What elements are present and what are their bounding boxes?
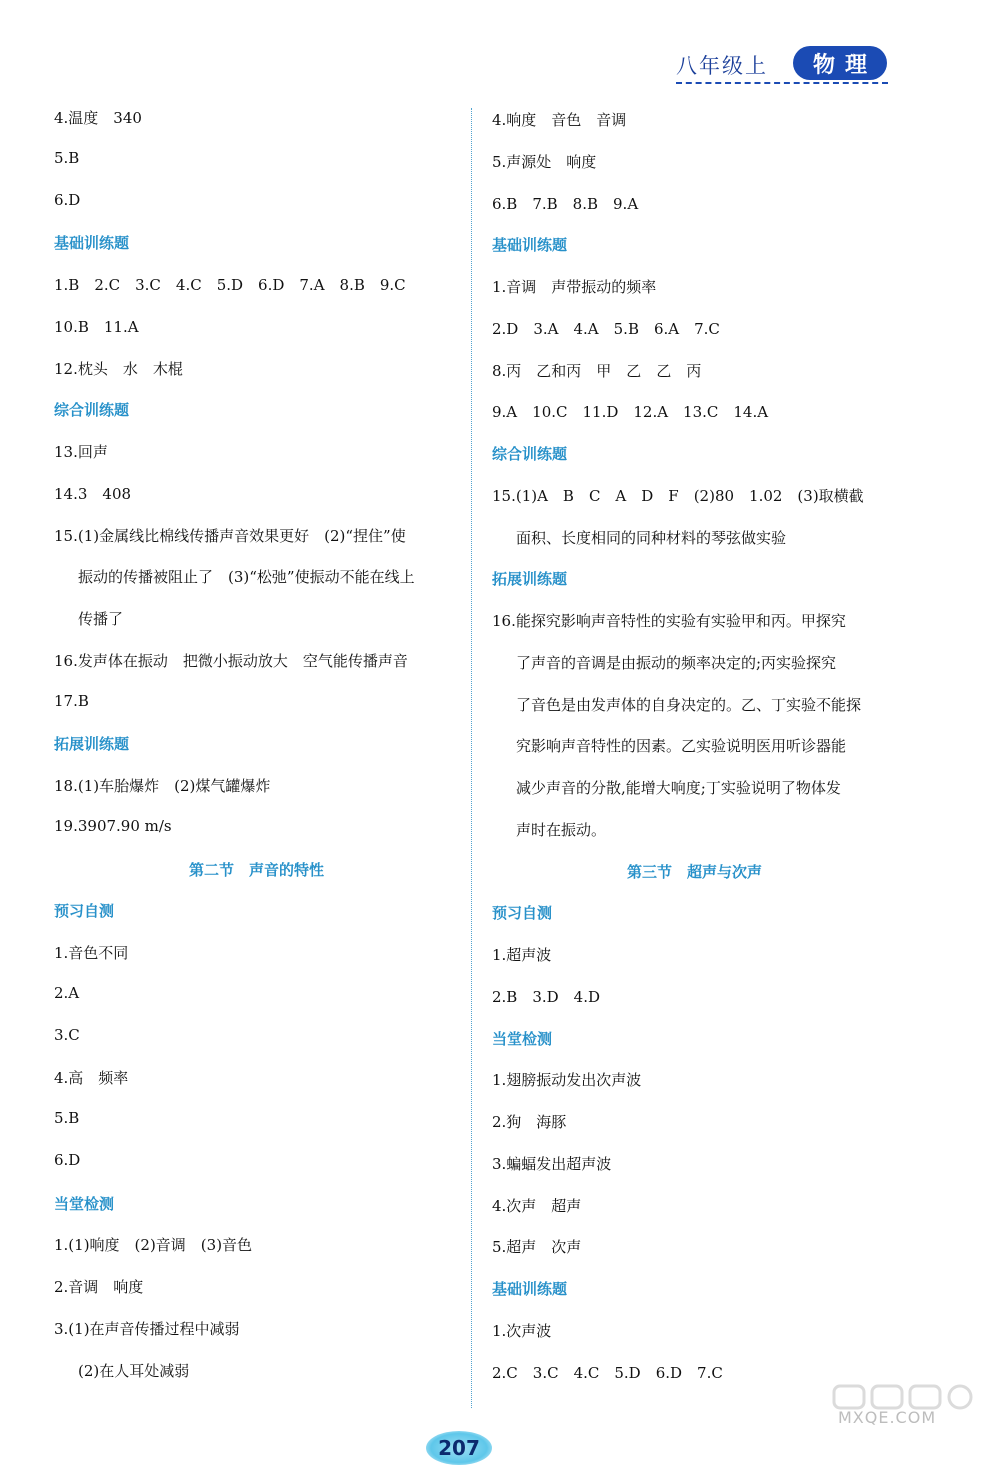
header-underline [676,82,888,84]
answer-line: 6.D [54,190,81,209]
answer-line: 5.B [54,1109,80,1127]
watermark-text: MXQE.COM [838,1408,937,1427]
chapter-heading: 第二节 声音的特性 [188,860,324,879]
answer-line: 3.蝙蝠发出超声波 [492,1154,612,1173]
answer-line: 9.A 10.C 11.D 12.A 13.C 14.A [492,403,769,422]
section-heading: 预习自测 [54,902,115,921]
answer-line: 减少声音的分散,能增大响度;丁实验说明了物体发 [516,779,841,797]
header-subject-badge: 物理 [793,46,887,80]
section-heading: 拓展训练题 [54,735,130,754]
section-heading: 当堂检测 [54,1194,115,1213]
answer-line: 8.丙 乙和丙 甲 乙 乙 丙 [492,361,702,380]
answer-line: 2.D 3.A 4.A 5.B 6.A 7.C [492,319,720,338]
answer-line: 16.发声体在振动 把微小振动放大 空气能传播声音 [54,651,408,670]
answer-line: 2.C 3.C 4.C 5.D 6.D 7.C [492,1363,723,1382]
answer-line: 3.(1)在声音传播过程中减弱 [54,1319,240,1338]
section-heading: 当堂检测 [492,1029,553,1048]
answer-line: 6.D [54,1150,81,1169]
answer-line: 2.音调 响度 [54,1278,144,1296]
answer-line: 究影响声音特性的因素。乙实验说明医用听诊器能 [516,737,847,756]
answer-line: 6.B 7.B 8.B 9.A [492,194,639,213]
section-heading: 基础训练题 [492,236,568,255]
answer-line: 2.A [54,983,80,1002]
column-divider [471,108,472,1408]
answer-line: 3.C [54,1025,80,1044]
section-heading: 综合训练题 [54,401,130,420]
answer-line: 面积、长度相同的同种材料的琴弦做实验 [516,528,787,547]
answer-line: 19.3907.90 m/s [54,816,172,835]
section-heading: 拓展训练题 [492,570,568,589]
answer-line: 1.次声波 [492,1321,552,1340]
answer-line: 15.(1)金属线比棉线传播声音效果更好 (2)“捏住”使 [54,526,406,545]
header-grade: 八年级上 [676,54,768,78]
section-heading: 综合训练题 [492,445,568,463]
answer-line: 4.响度 音色 音调 [492,111,627,129]
answer-line: 5.超声 次声 [492,1238,582,1257]
answer-line: 了声音的音调是由振动的频率决定的;丙实验探究 [516,653,837,672]
answer-line: 16.能探究影响声音特性的实验有实验甲和丙。甲探究 [492,612,846,630]
section-heading: 基础训练题 [54,234,130,253]
answer-line: 4.高 频率 [54,1069,129,1088]
answer-line: 2.B 3.D 4.D [492,987,601,1006]
answer-line: 传播了 [78,610,124,628]
answer-line: 10.B 11.A [54,317,139,336]
answer-line: 了音色是由发声体的自身决定的。乙、丁实验不能探 [516,695,862,714]
answer-line: 12.枕头 水 木棍 [54,359,183,378]
answer-line: 1.音色不同 [54,944,129,962]
answer-line: 4.温度 340 [54,109,142,127]
answer-line: 1.音调 声带振动的频率 [492,278,657,296]
page-number: 207 [426,1431,492,1465]
answer-line: 5.声源处 响度 [492,152,597,171]
answer-line: 17.B [54,691,89,710]
section-heading: 基础训练题 [492,1280,568,1298]
answer-line: 14.3 408 [54,484,132,503]
answer-line: 振动的传播被阻止了 (3)“松弛”使振动不能在线上 [78,568,415,587]
answer-line: 4.次声 超声 [492,1196,582,1215]
answer-line: 13.回声 [54,443,108,461]
chapter-heading: 第三节 超声与次声 [626,862,762,881]
answer-line: 1.B 2.C 3.C 4.C 5.D 6.D 7.A 8.B 9.C [54,276,406,294]
answer-line: 1.(1)响度 (2)音调 (3)音色 [54,1236,253,1255]
answer-line: 2.狗 海豚 [492,1113,567,1131]
answer-line: 18.(1)车胎爆炸 (2)煤气罐爆炸 [54,777,271,795]
answer-line: 1.翅膀振动发出次声波 [492,1071,642,1090]
section-heading: 预习自测 [492,904,553,923]
answer-line: (2)在人耳处减弱 [78,1361,190,1380]
answer-line: 15.(1)A B C A D F (2)80 1.02 (3)取横截 [492,486,864,505]
answer-line: 5.B [54,148,80,167]
answer-line: 声时在振动。 [516,820,607,839]
answer-line: 1.超声波 [492,946,552,964]
